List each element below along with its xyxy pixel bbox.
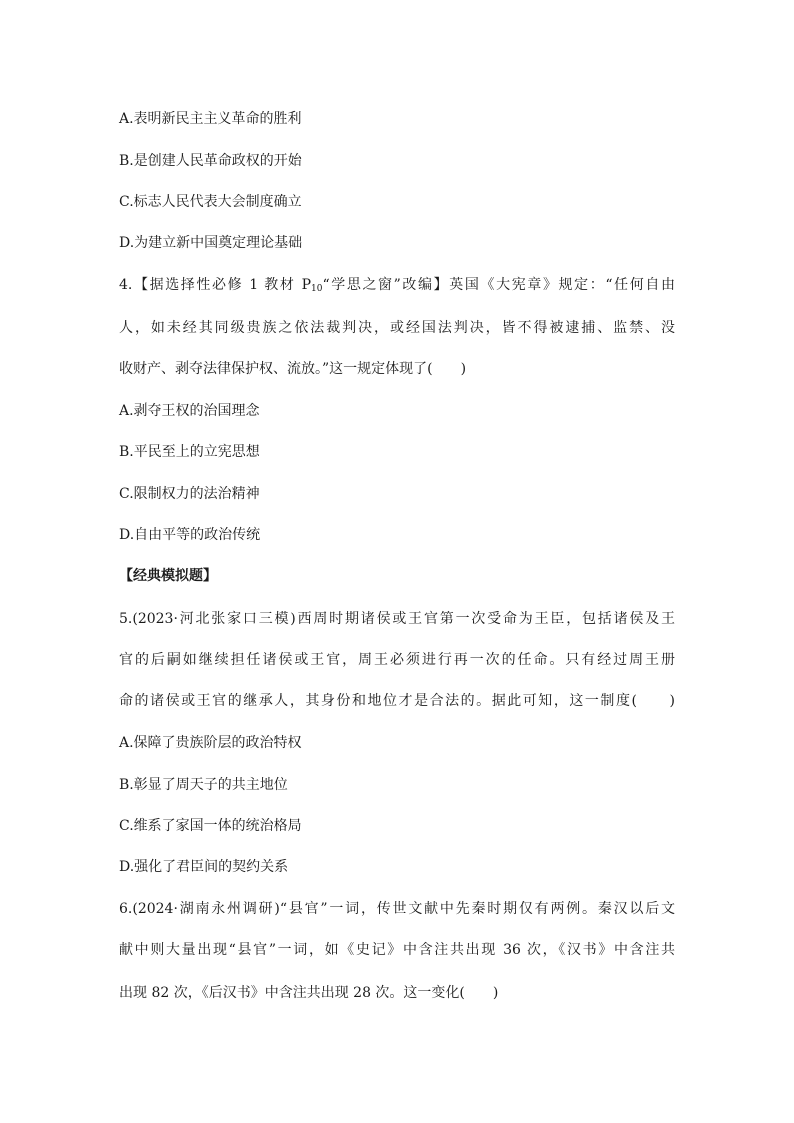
- q4-stem-text: 4.【据选择性必修 1 教材 P: [119, 277, 311, 293]
- q6-stem-line-3: 出现 82 次，《后汉书》中含注共出现 28 次。这一变化( ): [119, 985, 499, 1001]
- q4-stem-text: “学思之窗”改编】英国《大宪章》规定：“任何自由: [322, 277, 675, 293]
- section-heading: 【经典模拟题】: [119, 568, 217, 584]
- q4-option-b: B.平民至上的立宪思想: [119, 444, 260, 460]
- q4-option-c: C.限制权力的法治精神: [119, 486, 260, 502]
- q4-option-a: A.剥夺王权的治国理念: [119, 403, 260, 419]
- q4-stem-line-3: 收财产、剥夺法律保护权、流放。”这一规定体现了( ): [119, 361, 467, 377]
- q3-option-d: D.为建立新中国奠定理论基础: [119, 235, 303, 251]
- q3-option-b: B.是创建人民革命政权的开始: [119, 153, 302, 169]
- q4-stem-line-1: [119, 275, 675, 295]
- q5-stem-line-3: 命的诸侯或王官的继承人，其身份和地位才是合法的。据此可知，这一制度( ): [119, 693, 675, 709]
- q6-stem-line-2: 献中则大量出现“县官”一词，如《史记》中含注共出现 36 次，《汉书》中含注共: [119, 942, 675, 958]
- q4-page-subscript: 10: [311, 284, 323, 294]
- q5-option-a: A.保障了贵族阶层的政治特权: [119, 735, 302, 751]
- q3-option-a: A.表明新民主主义革命的胜利: [119, 111, 302, 127]
- q6-stem-line-1: 6.(2024·湖南永州调研)“县官”一词，传世文献中先秦时期仅有两例。秦汉以后文: [119, 901, 675, 917]
- q5-stem-line-2: 官的后嗣如继续担任诸侯或王官，周王必须进行再一次的任命。只有经过周王册: [119, 652, 675, 668]
- q5-option-b: B.彰显了周天子的共主地位: [119, 777, 288, 793]
- q5-option-c: C.维系了家国一体的统治格局: [119, 818, 302, 834]
- q3-option-c: C.标志人民代表大会制度确立: [119, 194, 302, 210]
- q4-option-d: D.自由平等的政治传统: [119, 527, 261, 543]
- q4-stem-line-2: 人，如未经其同级贵族之依法裁判决，或经国法判决，皆不得被逮捕、监禁、没: [119, 320, 675, 336]
- q5-stem-line-1: 5.(2023·河北张家口三模)西周时期诸侯或王官第一次受命为王臣，包括诸侯及王: [119, 611, 675, 627]
- q5-option-d: D.强化了君臣间的契约关系: [119, 859, 289, 875]
